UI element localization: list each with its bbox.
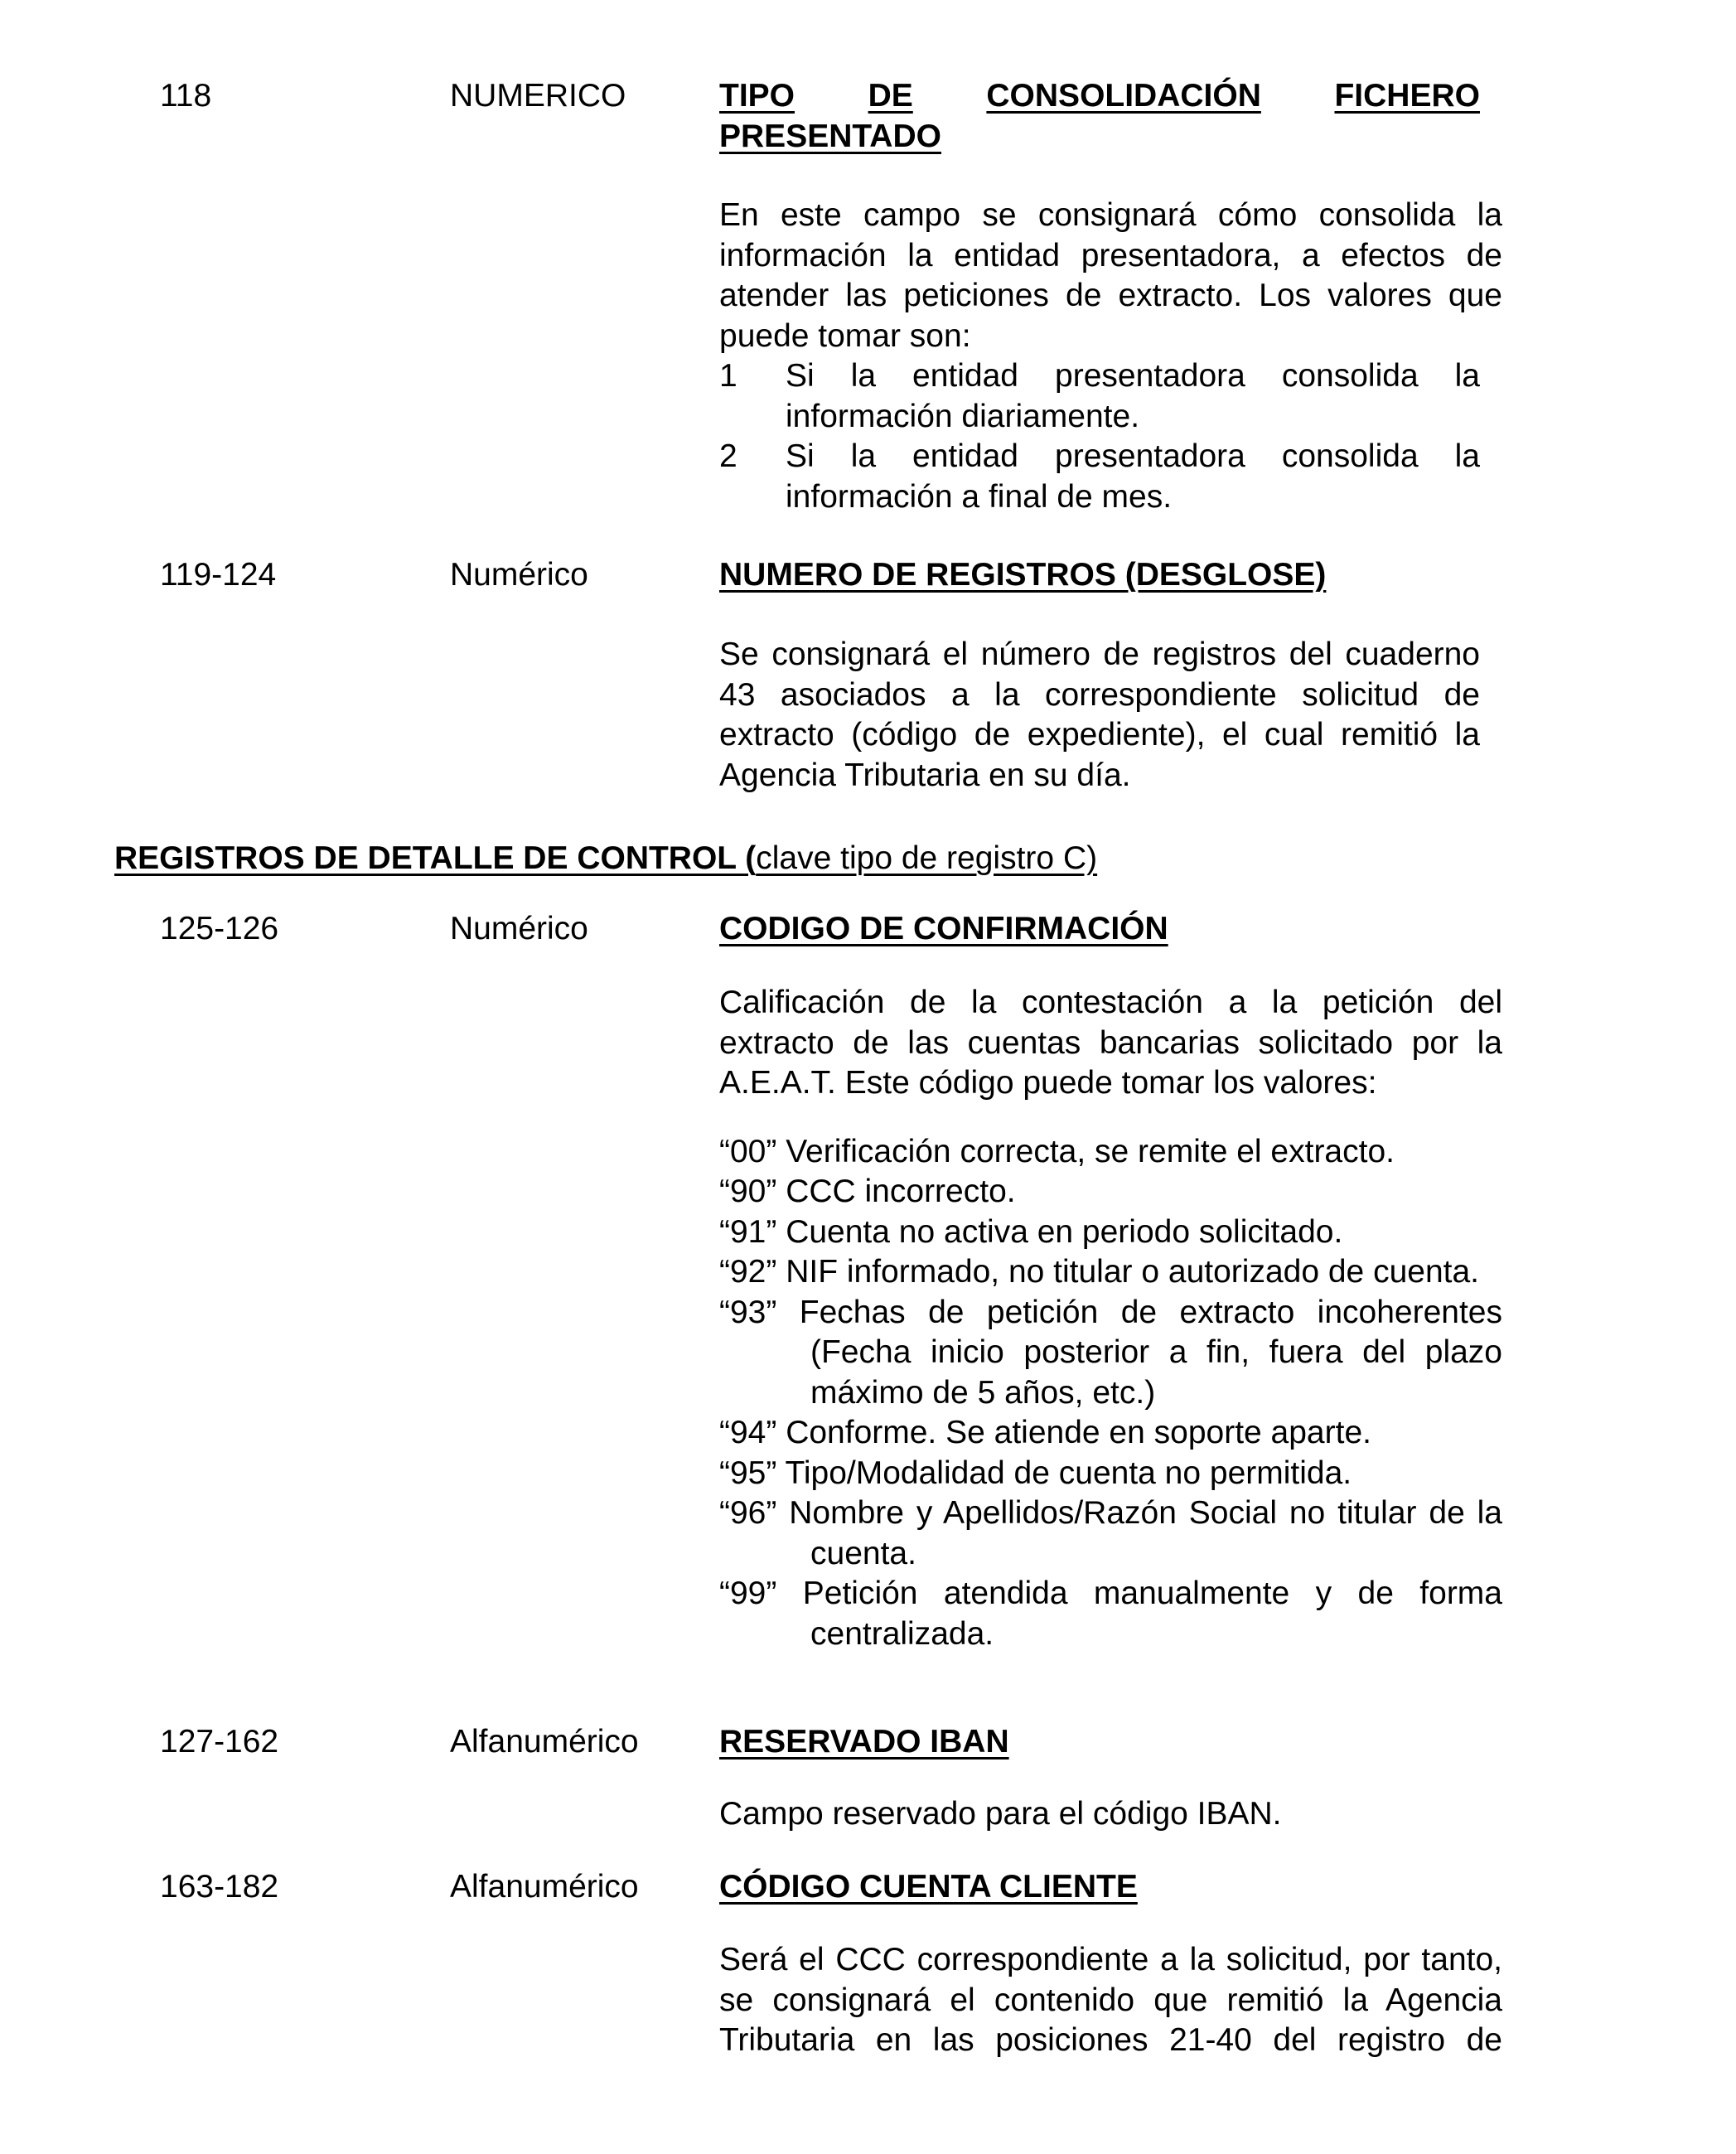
option-item bbox=[719, 437, 1480, 517]
code-item: “99” Petición atendida manualmente y de forma centralizada. bbox=[719, 1576, 1502, 1652]
field-description-block bbox=[719, 983, 1502, 1654]
field-description: Será el CCC correspondiente a la solicitud, por tanto, se consignará el contenido que remitió la Agencia Tributaria en las posiciones 21-40 del registro de bbox=[719, 1942, 1502, 2058]
field-title: RESERVADO IBAN bbox=[719, 1724, 1009, 1760]
field-type: Alfanumérico bbox=[450, 1869, 639, 1905]
field-position: 118 bbox=[160, 78, 212, 114]
code-item: “93” Fechas de petición de extracto incoherentes (Fecha inicio posterior a fin, fuera del plazo máximo de 5 años, etc.) bbox=[719, 1294, 1502, 1411]
option-text: Si la entidad presentadora consolida la información diariamente. bbox=[786, 358, 1480, 434]
title-word: DE bbox=[868, 78, 913, 114]
section-heading-normal: clave tipo de registro C) bbox=[756, 840, 1098, 876]
option-number: 1 bbox=[719, 358, 737, 394]
option-text: Si la entidad presentadora consolida la información a final de mes. bbox=[786, 438, 1480, 515]
field-title: CODIGO DE CONFIRMACIÓN bbox=[719, 911, 1168, 946]
field-description: Calificación de la contestación a la petición del extracto de las cuentas bancarias solicitado por la A.E.A.T. Este código puede tomar los valores: bbox=[719, 985, 1502, 1101]
field-description: Se consignará el número de registros del cuaderno 43 asociados a la correspondiente solicitud de extracto (código de expediente), el cual remitió la Agencia Tributaria en su día. bbox=[719, 637, 1480, 793]
field-description-block bbox=[719, 196, 1502, 517]
field-title bbox=[719, 76, 1480, 157]
field-position: 127-162 bbox=[160, 1724, 279, 1760]
code-item: “96” Nombre y Apellidos/Razón Social no titular de la cuenta. bbox=[719, 1495, 1502, 1571]
field-type: Numérico bbox=[450, 557, 588, 593]
option-number: 2 bbox=[719, 438, 737, 474]
code-item: “91” Cuenta no activa en periodo solicitado. bbox=[719, 1213, 1343, 1250]
field-type: Alfanumérico bbox=[450, 1724, 639, 1760]
section-heading bbox=[114, 839, 1097, 879]
field-type: Numérico bbox=[450, 911, 588, 946]
code-item: “92” NIF informado, no titular o autorizado de cuenta. bbox=[719, 1254, 1479, 1290]
option-item bbox=[719, 356, 1480, 437]
code-item: “00” Verificación correcta, se remite el extracto. bbox=[719, 1133, 1395, 1169]
title-word: TIPO bbox=[719, 78, 795, 114]
title-word: CONSOLIDACIÓN bbox=[986, 78, 1261, 114]
code-item: “90” CCC incorrecto. bbox=[719, 1174, 1016, 1209]
field-position: 163-182 bbox=[160, 1869, 279, 1905]
code-list bbox=[719, 1132, 1502, 1655]
field-description: Campo reservado para el código IBAN. bbox=[719, 1796, 1282, 1832]
code-item: “95” Tipo/Modalidad de cuenta no permitida. bbox=[719, 1455, 1352, 1491]
field-description-block bbox=[719, 1794, 1502, 1835]
field-position: 119-124 bbox=[160, 557, 277, 593]
code-item: “94” Conforme. Se atiende en soporte aparte. bbox=[719, 1415, 1371, 1450]
field-title: NUMERO DE REGISTROS (DESGLOSE) bbox=[719, 557, 1327, 593]
field-type: NUMERICO bbox=[450, 78, 626, 114]
field-title: CÓDIGO CUENTA CLIENTE bbox=[719, 1869, 1138, 1905]
field-description-block bbox=[719, 635, 1480, 796]
title-word: FICHERO bbox=[1334, 78, 1480, 114]
field-description-block bbox=[719, 1940, 1502, 2061]
field-position: 125-126 bbox=[160, 911, 279, 946]
field-title-line1 bbox=[719, 76, 1480, 117]
section-heading-bold: REGISTROS DE DETALLE DE CONTROL ( bbox=[114, 840, 757, 876]
field-title-line2: PRESENTADO bbox=[719, 118, 941, 154]
field-description: En este campo se consignará cómo consolida la información la entidad presentadora, a efectos de atender las peticiones de extracto. Los valores que puede tomar son: bbox=[719, 197, 1502, 354]
